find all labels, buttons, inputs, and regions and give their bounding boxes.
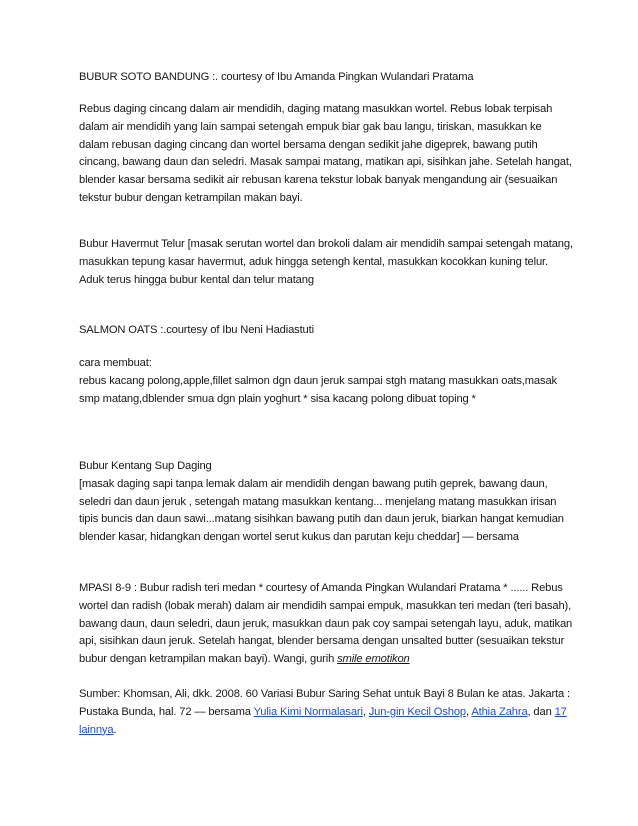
separator: , (362, 705, 369, 718)
separator: , dan (527, 705, 555, 718)
tag-link-17-others[interactable]: 17 lainnya (79, 705, 567, 736)
citation-end: . (113, 723, 117, 736)
recipe-title-salmon-oats: SALMON OATS :.courtesy of Ibu Neni Hadiastuti (79, 324, 314, 336)
salmon-oats-method-label: cara membuat: (79, 357, 152, 369)
recipe-title-bubur-kentang: Bubur Kentang Sup Daging (79, 460, 212, 472)
recipe-title-bubur-soto-bandung: BUBUR SOTO BANDUNG :. courtesy of Ibu Amanda Pingkan Wulandari Pratama (79, 71, 474, 83)
source-citation (79, 686, 573, 739)
recipe-bubur-kentang-sup-daging (79, 458, 573, 547)
citation-text: Sumber: Khomsan, Ali, dkk. 2008. 60 Variasi Bubur Saring Sehat untuk Bayi 8 Bulan ke atas. Jakarta : Pustaka Bunda, hal. 72 — bersama (79, 688, 570, 718)
recipe-body-bubur-soto-bandung: Rebus daging cincang dalam air mendidih, daging matang masukkan wortel. Rebus lobak terpisah dalam air mendidih yang lain sampai setengah empuk biar gak bau langu, tiriskan, masukkan ke dalam rebusan daging cincang dan wortel bersama dengan sedikit jahe digeprek, bawang putih cincang, bawang daun dan seledri. Masak sampai matang, matikan api, sisihkan jahe. Setelah hangat, blender kasar bersama sedikit air rebusan karena tekstur lobak banyak mengandung air (sesuaikan tekstur bubur dengan ketrampilan makan bayi. (79, 103, 572, 204)
recipe-mpasi-bubur-radish (79, 580, 573, 669)
recipe-bubur-havermut-telur: Bubur Havermut Telur [masak serutan wortel dan brokoli dalam air mendidih sampai setengah matang, masukkan tepung kasar havermut, aduk hingga setengh kental, masukkan kocokkan kuning telur. Aduk terus hingga bubur kental dan telur matang (79, 238, 573, 286)
recipe-body-bubur-kentang: [masak daging sapi tanpa lemak dalam air mendidih dengan bawang putih geprek, bawang daun, seledri dan daun jeruk , setengah matang masukkan kentang... menjelang matang masukkan irisan tipis buncis dan daun sawi...matang sisihkan bawang putih dan daun jeruk, biarkan hangat kemudian blender kasar, hidangkan dengan wortel serut kukus dan parutan keju cheddar] — bersama (79, 477, 564, 544)
salmon-oats-method-text: rebus kacang polong,apple,fillet salmon dgn daun jeruk sampai stgh matang masukkan oats,masak smp matang,dblender smua dgn plain yoghurt * sisa kacang polong dibuat toping * (79, 374, 557, 405)
recipe-body-salmon-oats (79, 355, 573, 408)
separator: , (466, 705, 472, 718)
tag-link-athia-zahra[interactable]: Athia Zahra (471, 705, 528, 718)
smile-emoticon-text: smile emotikon (337, 653, 410, 666)
mpasi-text: MPASI 8-9 : Bubur radish teri medan * courtesy of Amanda Pingkan Wulandari Pratama * ...... Rebus wortel dan radish (lobak merah) dalam air mendidih sampai empuk, masukkan teri medan (teri basah), bawang daun, daun seledri, daun jeruk, masukkan daun pak coy sampai setengah layu, aduk, matikan api, sisihkan daun jeruk. Setelah hangat, blender bersama dengan unsalted butter (sesuaikan tekstur bubur dengan ketrampilan makan bayi). Wangi, gurih (79, 582, 573, 666)
tag-link-jun-gin-kecil-oshop[interactable]: Jun-gin Kecil Oshop (368, 705, 467, 718)
tag-link-yulia-kimi-normalasari[interactable]: Yulia Kimi Normalasari (253, 705, 363, 718)
